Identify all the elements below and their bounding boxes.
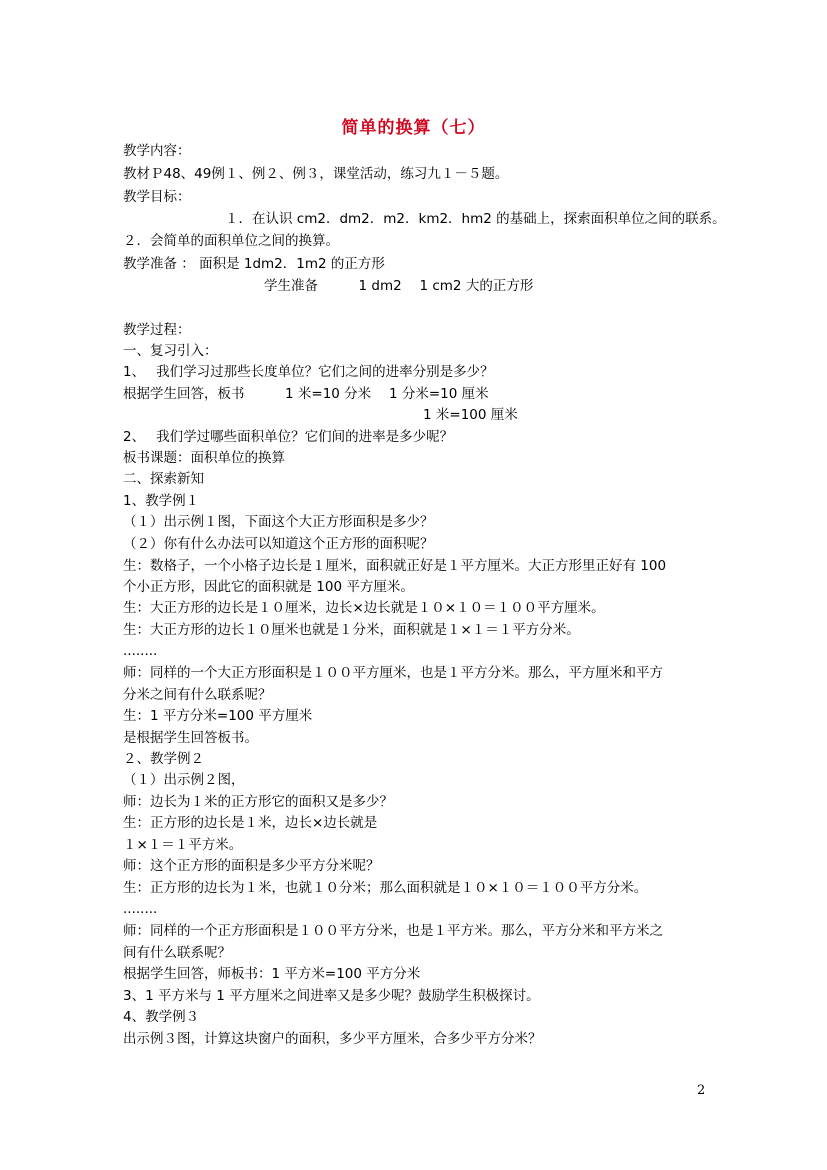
- text-line: 分米之间有什么联系呢？: [123, 687, 272, 703]
- document-title: 简单的换算（七）: [341, 118, 486, 138]
- text-line: 师：边长为１米的正方形它的面积又是多少？: [123, 794, 393, 810]
- text-line: 板书课题：面积单位的换算: [123, 450, 285, 466]
- text-line: 教学过程：: [123, 322, 191, 338]
- text-line: 1 米=100 厘米: [423, 407, 518, 423]
- text-line: 教学准备 ： 面积是 1dm2．1m2 的正方形: [123, 256, 385, 272]
- text-line: 师：同样的一个正方形面积是１００平方分米，也是１平方米。那么，平方分米和平方米之: [123, 923, 663, 939]
- text-line: 生：大正方形的边长１０厘米也就是１分米，面积就是１×１＝１平方分米。: [123, 622, 580, 638]
- text-line: ........: [123, 901, 158, 917]
- text-line: 师：同样的一个大正方形面积是１００平方厘米，也是１平方分米。那么，平方厘米和平方: [123, 665, 663, 681]
- text-line: 4、教学例３: [123, 1009, 200, 1025]
- text-line: 生：1 平方分米=100 平方厘米: [123, 708, 313, 724]
- text-line: 1、教学例１: [123, 493, 200, 509]
- text-line: ２．会简单的面积单位之间的换算。: [123, 233, 339, 249]
- text-line: 师：这个正方形的面积是多少平方分米呢？: [123, 858, 380, 874]
- text-line: 是根据学生回答板书。: [123, 730, 258, 746]
- text-line: １×１＝１平方米。: [123, 837, 243, 853]
- text-line: 1、 我们学习过那些长度单位？它们之间的进率分别是多少？: [123, 364, 494, 380]
- text-line: 2、 我们学过哪些面积单位？它们间的进率是多少呢？: [123, 429, 454, 445]
- text-line: 学生准备 1 dm2 1 cm2 大的正方形: [264, 278, 534, 294]
- text-line: 生：大正方形的边长是１０厘米，边长×边长就是１０×１０＝１００平方厘米。: [123, 600, 605, 616]
- text-line: 个小正方形，因此它的面积就是 100 平方厘米。: [123, 579, 414, 595]
- text-line: 根据学生回答，师板书：1 平方米=100 平方分米: [123, 966, 421, 982]
- text-line: 生：正方形的边长是１米，边长×边长就是: [123, 815, 378, 831]
- text-line: 出示例３图，计算这块窗户的面积，多少平方厘米，合多少平方分米？: [123, 1031, 542, 1047]
- text-line: 根据学生回答，板书 1 米=10 分米 1 分米=10 厘米: [123, 386, 489, 402]
- text-line: ........: [123, 643, 158, 659]
- text-line: 间有什么联系呢？: [123, 945, 231, 961]
- text-line: （２）你有什么办法可以知道这个正方形的面积呢？: [123, 536, 434, 552]
- text-line: ２、教学例２: [123, 751, 204, 767]
- text-line: 教材Ｐ48、49例１、例２、例３，课堂活动，练习九１－５题。: [123, 166, 509, 182]
- text-line: 3、1 平方米与 1 平方厘米之间进率又是多少呢？鼓励学生积极探讨。: [123, 988, 540, 1004]
- text-line: 一、复习引入：: [123, 343, 218, 359]
- text-line: 二、探索新知: [123, 471, 204, 487]
- text-line: （１）出示例１图，下面这个大正方形面积是多少？: [123, 514, 434, 530]
- text-line: 生：数格子，一个小格子边长是１厘米，面积就正好是１平方厘米。大正方形里正好有 100: [123, 558, 667, 574]
- page-number: 2: [697, 1083, 706, 1098]
- text-line: 生：正方形的边长为１米，也就１０分米；那么面积就是１０×１０＝１００平方分米。: [123, 880, 648, 896]
- text-line: 教学目标：: [123, 189, 191, 205]
- text-line: １．在认识 cm2．dm2．m2．km2．hm2 的基础上，探索面积单位之间的联系。: [225, 211, 726, 227]
- text-line: （１）出示例２图，: [123, 772, 245, 788]
- text-line: 教学内容：: [123, 143, 191, 159]
